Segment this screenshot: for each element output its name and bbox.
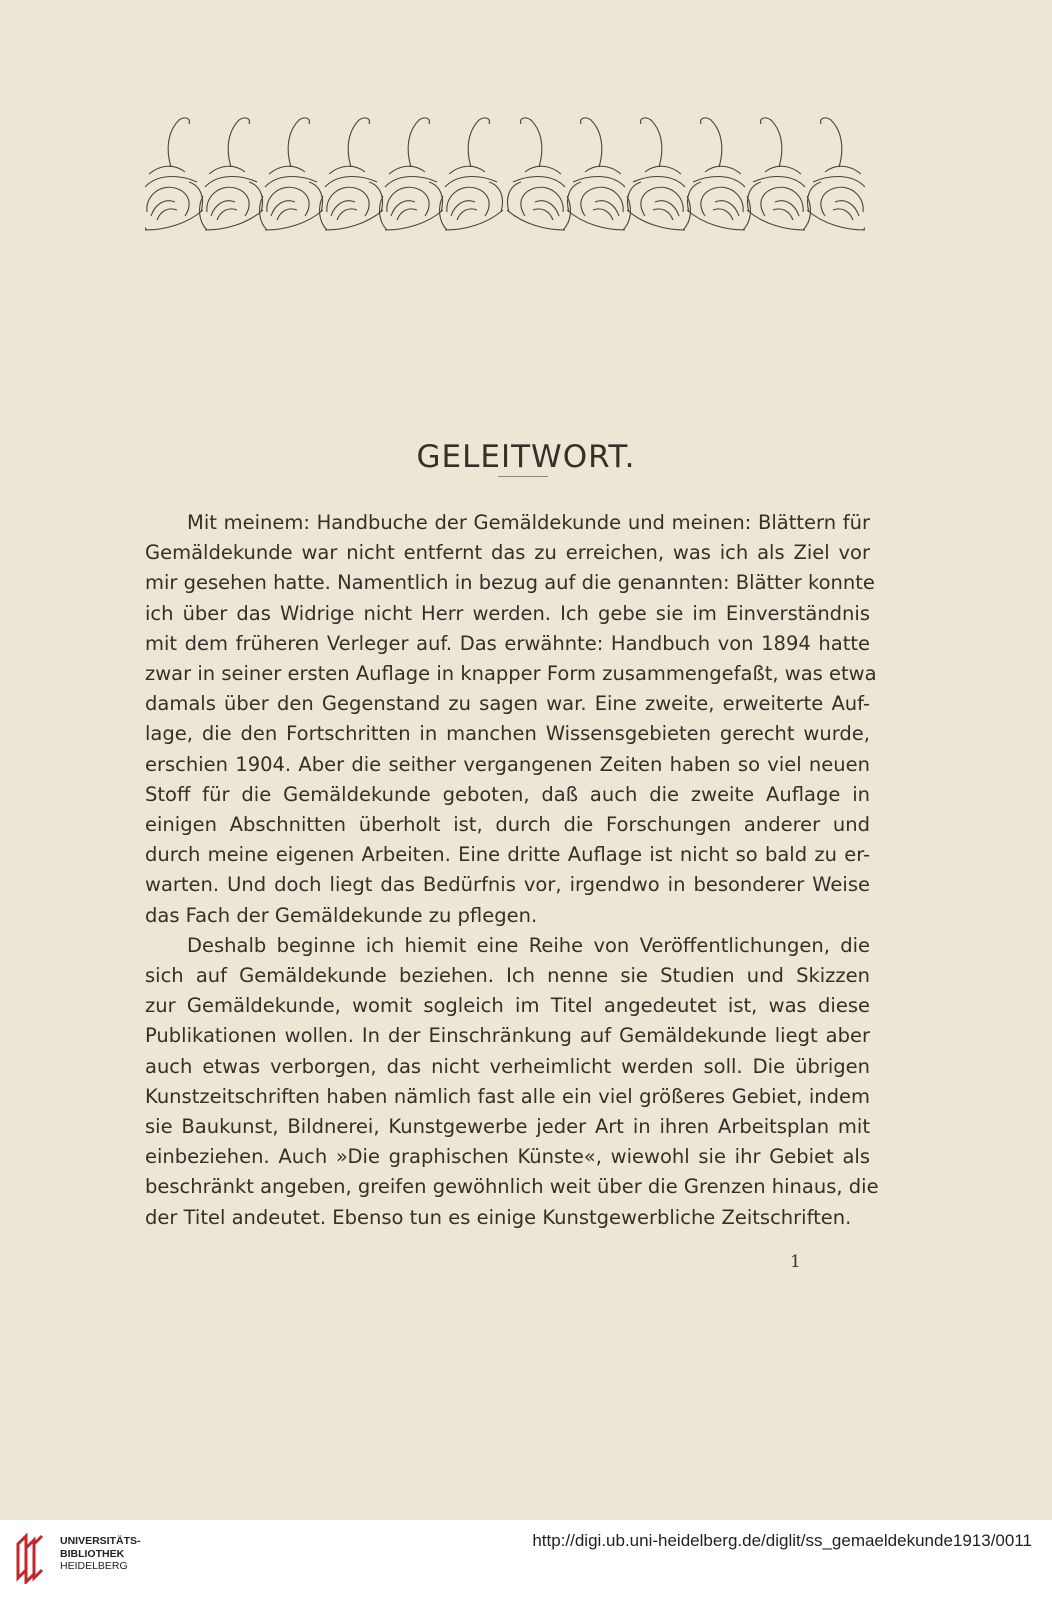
text-line: sich auf Gemäldekunde beziehen. Ich nenne sie Studien und Skizzen <box>145 964 870 988</box>
text-line: erschien 1904. Aber die seither vergangenen Zeiten haben so viel neuen <box>145 752 870 776</box>
text-line: einbeziehen. Auch »Die graphischen Künste«, wiewohl sie ihr Gebiet als <box>145 1145 870 1169</box>
text-line: mit dem früheren Verleger auf. Das erwähnte: Handbuch von 1894 hatte <box>145 631 870 655</box>
text-line: Kunstzeitschriften haben nämlich fast alle ein viel größeres Gebiet, indem <box>145 1084 870 1108</box>
text-line: zwar in seiner ersten Auflage in knapper Form zusammengefaßt, was etwa <box>145 662 877 686</box>
text-line: zur Gemäldekunde, womit sogleich im Titel angedeutet ist, was diese <box>145 994 870 1018</box>
text-line: Stoff für die Gemäldekunde geboten, daß auch die zweite Auflage in <box>145 782 870 806</box>
text-line: einigen Abschnitten überholt ist, durch die Forschungen anderer und <box>145 813 870 837</box>
text-line: Publikationen wollen. In der Einschränkung auf Gemäldekunde liegt aber <box>145 1024 870 1048</box>
floral-ornament-headpiece <box>145 112 865 247</box>
text-line: beschränkt angeben, greifen gewöhnlich weit über die Grenzen hinaus, die <box>145 1175 879 1199</box>
text-line: durch meine eigenen Arbeiten. Eine dritte Auflage ist nicht so bald zu er- <box>145 843 870 867</box>
text-line: das Fach der Gemäldekunde zu pflegen. <box>145 903 538 927</box>
page-title: GELEITWORT. <box>416 438 636 475</box>
permalink-url[interactable]: http://digi.ub.uni-heidelberg.de/diglit/ss_gemaeldekunde1913/0011 <box>532 1531 1032 1550</box>
library-footer <box>0 1520 1052 1599</box>
title-divider <box>498 476 548 477</box>
library-name: UNIVERSITÄTS- BIBLIOTHEK HEIDELBERG <box>60 1535 141 1572</box>
text-line: damals über den Gegenstand zu sagen war. Eine zweite, erweiterte Auf- <box>145 692 870 716</box>
page-number: 1 <box>790 1252 801 1272</box>
text-line: Mit meinem: Handbuche der Gemäldekunde und meinen: Blättern für <box>187 511 870 534</box>
text-line: warten. Und doch liegt das Bedürfnis vor, irgendwo in besonderer Weise <box>145 873 870 897</box>
text-line: sie Baukunst, Bildnerei, Kunstgewerbe jeder Art in ihren Arbeitsplan mit <box>145 1115 870 1139</box>
paragraph-1 <box>145 508 877 931</box>
text-line: ich über das Widrige nicht Herr werden. Ich gebe sie im Einverständnis <box>145 601 870 625</box>
text-line: der Titel andeutet. Ebenso tun es einige Kunstgewerbliche Zeitschriften. <box>145 1205 852 1229</box>
university-library-logo-icon <box>12 1532 52 1584</box>
text-line: Deshalb beginne ich hiemit eine Reihe von Veröffentlichungen, die <box>187 933 870 957</box>
text-line: Gemäldekunde war nicht entfernt das zu erreichen, was ich als Ziel vor <box>145 541 870 565</box>
paragraph-2 <box>145 931 879 1233</box>
text-line: auch etwas verborgen, das nicht verheimlicht werden soll. Die übrigen <box>145 1054 870 1078</box>
text-line: lage, die den Fortschritten in manchen Wissensgebieten gerecht wurde, <box>145 722 870 746</box>
body-text <box>145 508 879 1233</box>
text-line: mir gesehen hatte. Namentlich in bezug auf die genannten: Blätter konnte <box>145 571 875 595</box>
